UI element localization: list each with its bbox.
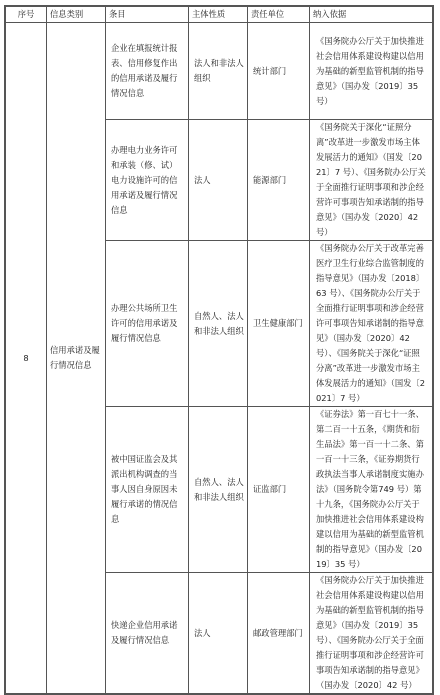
credit-info-table <box>4 5 434 695</box>
cell-subject: 法人 <box>189 573 248 694</box>
header-item: 条目 <box>106 7 189 23</box>
cell-item: 办理公共场所卫生许可的信用承诺及履行情况信息 <box>106 241 189 407</box>
cell-subject: 自然人、法人和非法人组织 <box>189 241 248 407</box>
cell-unit: 卫生健康部门 <box>248 241 310 407</box>
cell-unit: 邮政管理部门 <box>248 573 310 694</box>
table-grid <box>5 6 433 694</box>
table-header-row <box>6 7 433 23</box>
header-unit: 责任单位 <box>248 7 310 23</box>
cell-unit: 能源部门 <box>248 120 310 241</box>
cell-basis: 《国务院办公厅关于改革完善医疗卫生行业综合监管制度的指导意见》（国办发〔2018〕63 号）、《国务院办公厅关于全面推行证明事项和涉企经营许可事项告知承诺制的指导意见》（国办发〔2020〕42 号）、《国务院关于深化“证照分离”改革进一步激发市场主体发展活力的通知》（国发〔2021〕7 号） <box>310 241 433 407</box>
cell-basis: 《证券法》第一百七十一条、第二百一十五条，《期货和衍生品法》第一百一十二条、第一百一十三条，《证券期货行政执法当事人承诺制度实施办法》（国务院令第749 号）第十九条，《国务院办公厅关于加快推进社会信用体系建设构建以信用为基础的新型监管机制的指导意见》（国办发〔2019〕35 号） <box>310 407 433 573</box>
cell-basis: 《国务院关于深化“证照分离”改革进一步激发市场主体发展活力的通知》（国发〔2021〕7 号）、《国务院办公厅关于全面推行证明事项和涉企经营许可事项告知承诺制的指导意见》（国办发〔2020〕42 号） <box>310 120 433 241</box>
cell-basis: 《国务院办公厅关于加快推进社会信用体系建设构建以信用为基础的新型监管机制的指导意见》（国办发〔2019〕35 号） <box>310 23 433 120</box>
cell-subject: 法人和非法人组织 <box>189 23 248 120</box>
header-category: 信息类别 <box>47 7 106 23</box>
cell-item: 被中国证监会及其派出机构调查的当事人因自身原因未履行承诺的情况信息 <box>106 407 189 573</box>
cell-subject: 法人 <box>189 120 248 241</box>
cell-basis: 《国务院办公厅关于加快推进社会信用体系建设构建以信用为基础的新型监管机制的指导意见》（国办发〔2019〕35 号）、《国务院办公厅关于全面推行证明事项和涉企经营许可事项告知承诺制的指导意见》（国办发〔2020〕42 号） <box>310 573 433 694</box>
cell-unit: 证监部门 <box>248 407 310 573</box>
table-row <box>6 23 433 120</box>
cell-item: 办理电力业务许可和承装（修、试）电力设施许可的信用承诺及履行情况信息 <box>106 120 189 241</box>
header-no: 序号 <box>6 7 47 23</box>
header-subject: 主体性质 <box>189 7 248 23</box>
cell-unit: 统计部门 <box>248 23 310 120</box>
cell-no: 8 <box>6 23 47 694</box>
cell-subject: 自然人、法人和非法人组织 <box>189 407 248 573</box>
cell-category: 信用承诺及履行情况信息 <box>47 23 106 694</box>
header-basis: 纳入依据 <box>310 7 433 23</box>
cell-item: 快递企业信用承诺及履行情况信息 <box>106 573 189 694</box>
cell-item: 企业在填报统计报表、信用修复作出的信用承诺及履行情况信息 <box>106 23 189 120</box>
